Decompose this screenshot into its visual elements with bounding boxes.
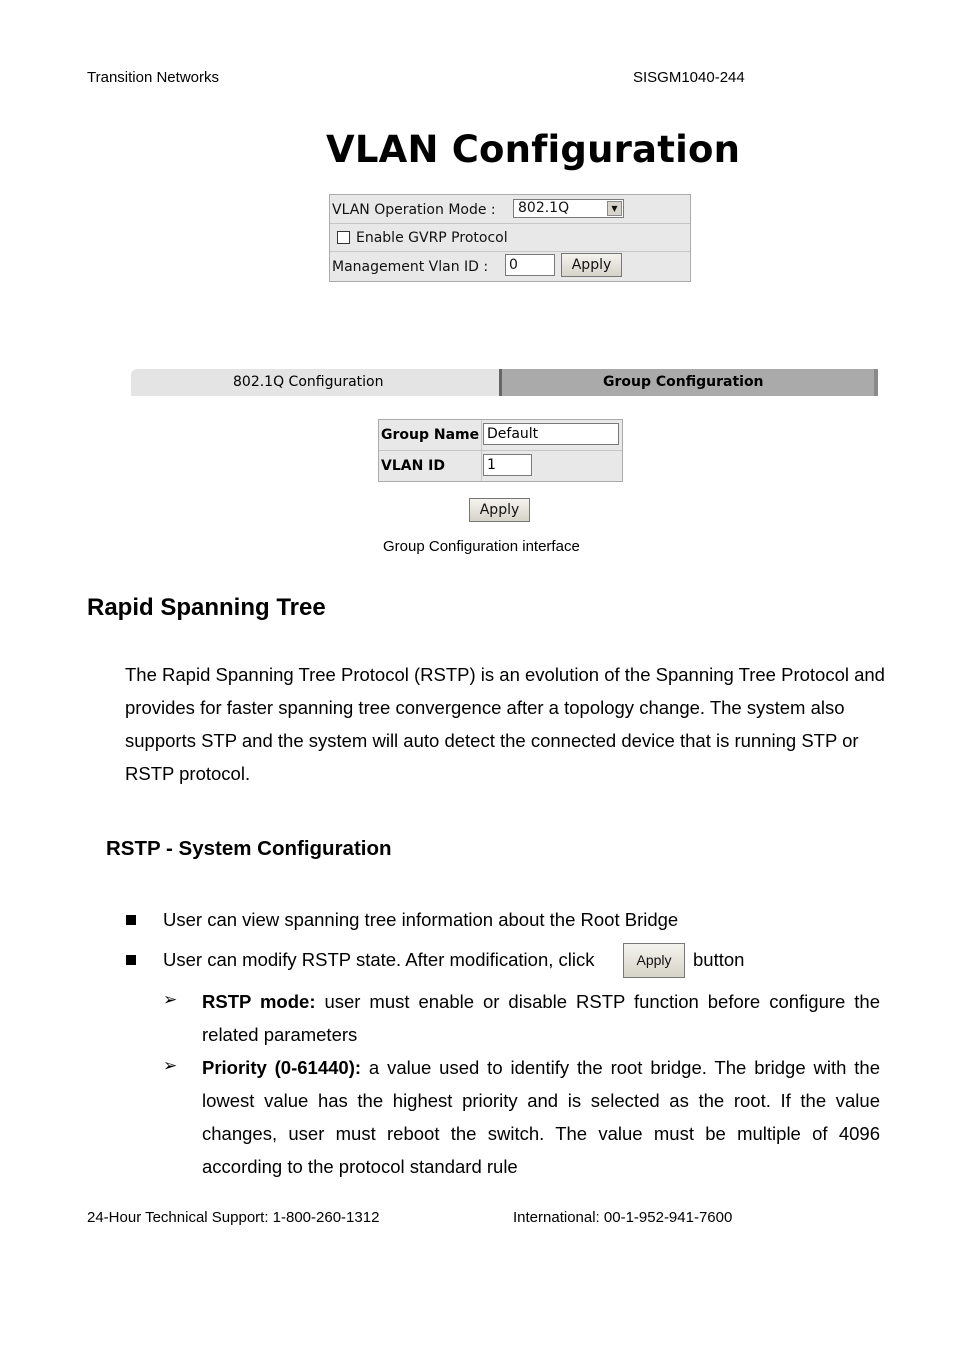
group-name-input[interactable]: Default	[483, 423, 619, 445]
vlan-apply-button[interactable]: Apply	[561, 253, 622, 277]
group-name-row	[379, 420, 622, 451]
mode-label: VLAN Operation Mode :	[332, 202, 496, 218]
footer-international: International: 00-1-952-941-7600	[513, 1209, 733, 1226]
priority-term: Priority (0-61440):	[202, 1057, 362, 1078]
vlan-title: VLAN Configuration	[326, 128, 741, 171]
vlan-id-label: VLAN ID	[381, 458, 446, 474]
bullet-2-suffix: button	[693, 949, 745, 970]
group-config-panel	[378, 419, 623, 482]
tab-group-configuration[interactable]	[499, 369, 878, 396]
bullet-square-icon	[126, 915, 136, 925]
tab-group-label: Group Configuration	[603, 374, 764, 390]
arrow-bullet-icon: ➢	[163, 990, 178, 1009]
group-name-label: Group Name	[381, 427, 480, 443]
vlan-id-row	[379, 451, 622, 481]
subsection-title: RSTP - System Configuration	[106, 837, 392, 860]
vlan-id-input[interactable]: 1	[483, 454, 532, 476]
mode-select[interactable]	[513, 199, 624, 218]
group-apply-button[interactable]: Apply	[469, 498, 530, 522]
chevron-down-icon: ▼	[607, 201, 622, 216]
footer-support: 24-Hour Technical Support: 1-800-260-1312	[87, 1209, 380, 1226]
section-paragraph: The Rapid Spanning Tree Protocol (RSTP) is an evolution of the Spanning Tree Protocol and provides for faster spanning tree convergence after a topology change. The system also supports STP and the system will auto detect the connected device that is running STP or RSTP protocol.	[125, 664, 885, 784]
rstp-mode-desc: user must enable or disable RSTP function before configure the related parameters	[202, 991, 880, 1045]
mgmt-label: Management Vlan ID :	[332, 259, 489, 275]
rstp-mode-term: RSTP mode:	[202, 991, 316, 1012]
config-tabs	[131, 369, 876, 397]
tab-8021q-label: 802.1Q Configuration	[233, 374, 384, 390]
arrow-bullet-icon: ➢	[163, 1056, 178, 1075]
vlan-config-panel	[329, 194, 691, 282]
bullet-1: User can view spanning tree information about the Root Bridge	[163, 909, 679, 930]
rstp-mode-item	[202, 985, 880, 1051]
figure-caption: Group Configuration interface	[383, 538, 580, 555]
bullet-square-icon	[126, 955, 136, 965]
priority-item	[202, 1051, 880, 1183]
section-title: Rapid Spanning Tree	[87, 594, 326, 621]
mode-row	[330, 195, 690, 224]
mode-value: 802.1Q	[518, 200, 570, 216]
bullet-2-text: User can modify RSTP state. After modification, click	[163, 949, 595, 970]
priority-desc: a value used to identify the root bridge. The bridge with the lowest value has the highest priority and is selected as the root. If the value changes, user must reboot the switch. The value must be multiple of 4096 according to the protocol standard rule	[202, 1057, 880, 1177]
gvrp-checkbox[interactable]	[337, 231, 350, 244]
mgmt-vlan-input[interactable]: 0	[505, 254, 555, 276]
inline-apply-button: Apply	[623, 943, 685, 978]
header-model: SISGM1040-244	[633, 69, 745, 86]
tab-8021q-configuration[interactable]	[131, 369, 501, 396]
header-company: Transition Networks	[87, 69, 219, 86]
gvrp-label: Enable GVRP Protocol	[356, 230, 508, 246]
gvrp-row	[330, 223, 690, 252]
mgmt-row	[330, 252, 690, 280]
